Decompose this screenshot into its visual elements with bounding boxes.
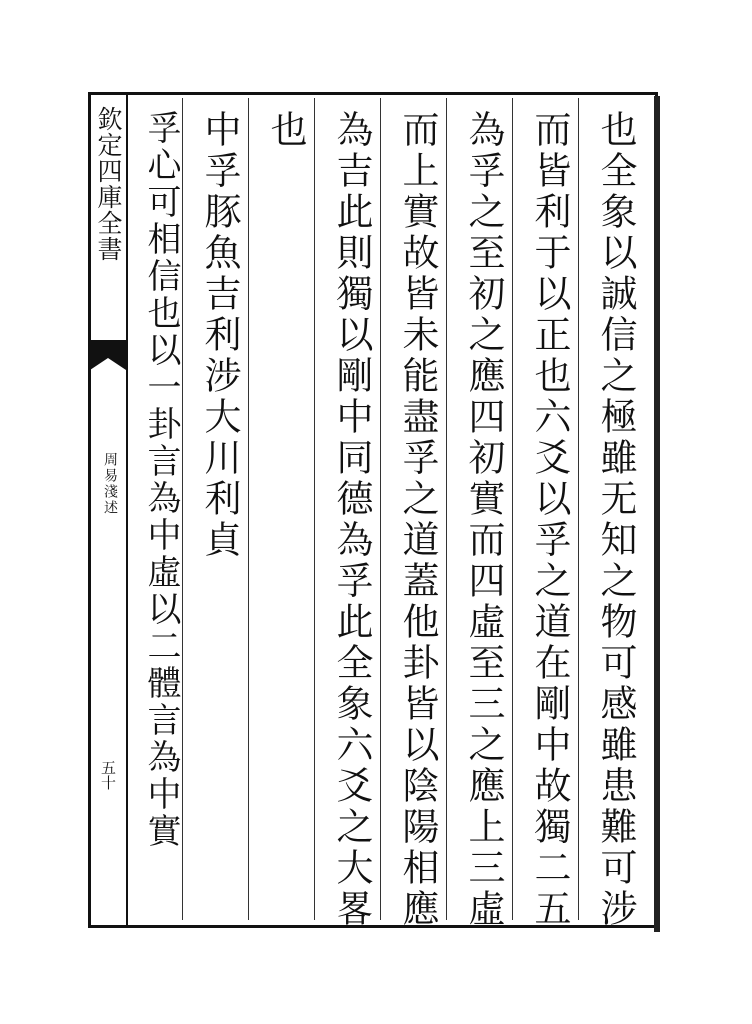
text-column-5: 為吉此則獨以剛中同德為孚此全象六爻之大畧 — [330, 110, 373, 930]
margin-book-title: 周易淺述 — [102, 452, 118, 516]
text-column-2: 而皆利于以正也六爻以孚之道在剛中故獨二五 — [528, 110, 571, 930]
fishtail-mark — [90, 340, 126, 370]
text-column-3: 為孚之至初之應四初實而四虛至三之應上三虛 — [462, 110, 505, 930]
margin-title: 欽定四庫全書 — [94, 106, 123, 262]
frame-shadow — [654, 96, 660, 932]
text-column-6: 也 — [264, 110, 307, 151]
text-column-4: 而上實故皆未能盡孚之道蓋他卦皆以陰陽相應 — [396, 110, 439, 930]
text-column-1: 也全象以誠信之極雖无知之物可感雖患難可涉 — [594, 110, 637, 930]
text-column-8: 孚心可相信也以一卦言為中虛以二體言為中實 — [141, 110, 181, 850]
margin-page-number: 五十 — [99, 760, 117, 790]
text-column-7: 中孚豚魚吉利涉大川利貞 — [198, 110, 241, 561]
